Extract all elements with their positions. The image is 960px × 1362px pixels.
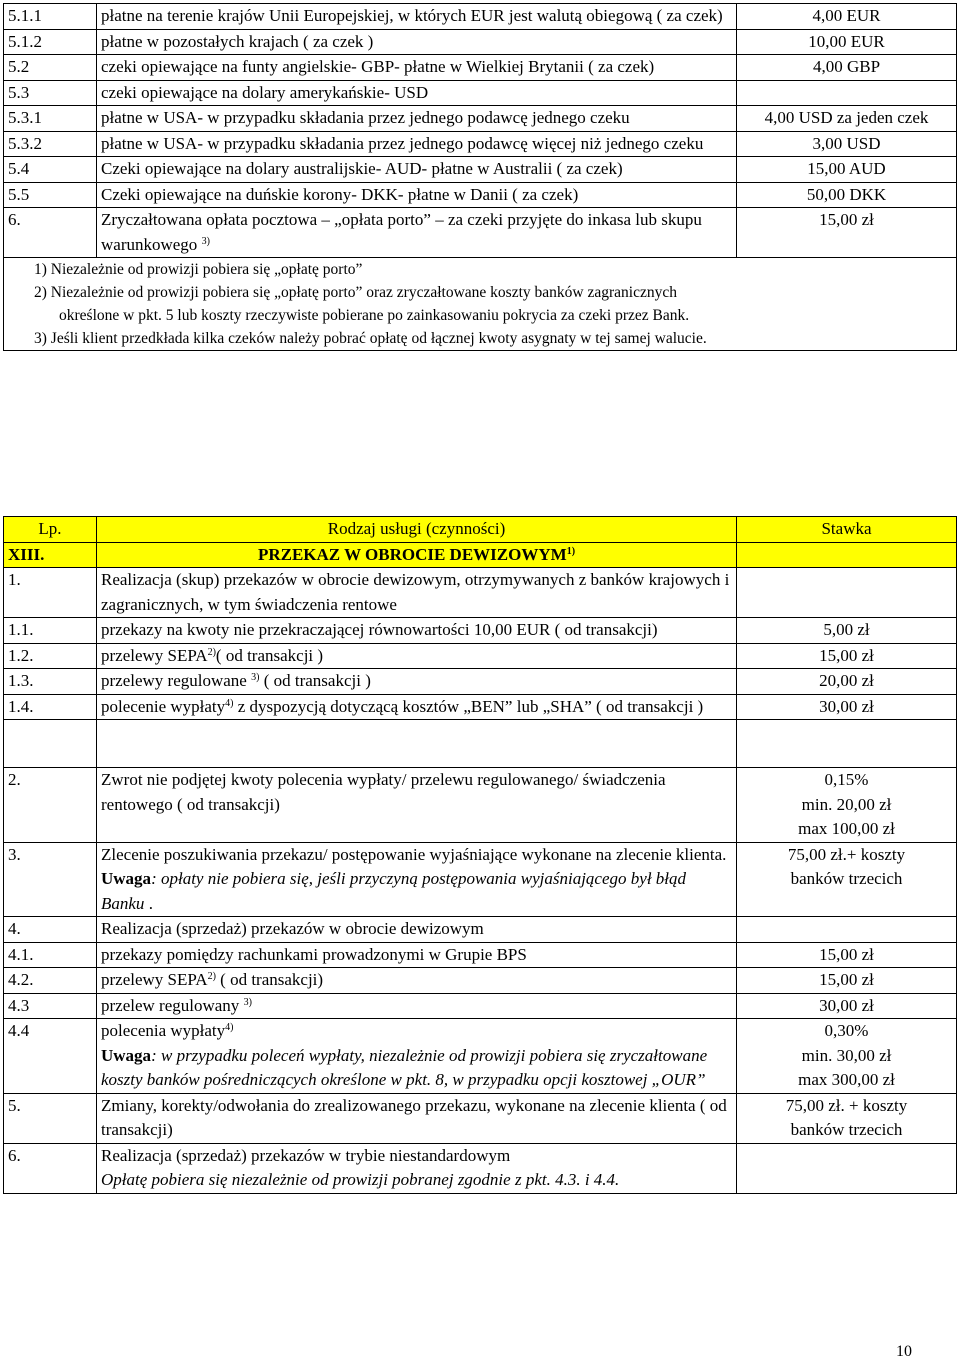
row-rate-empty bbox=[737, 568, 957, 618]
row-lp: 5. bbox=[4, 1093, 97, 1143]
row-rate-empty bbox=[737, 1143, 957, 1193]
row-rate: 4,00 USD za jeden czek bbox=[737, 106, 957, 132]
row-desc bbox=[97, 694, 737, 720]
footnote-2-cont: określone w pkt. 5 lub koszty rzeczywiste pobierane po zainkasowaniu pokrycia za czeki przez Bank. bbox=[59, 307, 690, 324]
uwaga-text: : opłaty nie pobiera się, jeśli przyczyną postępowania wyjaśniającego był błąd Banku bbox=[101, 869, 687, 913]
footnote-1: 1) Niezależnie od prowizji pobiera się „opłatę porto” bbox=[34, 261, 363, 278]
row-desc: czeki opiewające na dolary amerykańskie- USD bbox=[97, 80, 737, 106]
rate-line: 0,15% bbox=[824, 770, 869, 789]
row-rate bbox=[737, 842, 957, 917]
uwaga-text: : w przypadku poleceń wypłaty, niezależnie od prowizji pobiera się zryczałtowane koszty banków pośredniczących określone w pkt. 8, w przypadku opcji kosztowej „OUR” bbox=[101, 1045, 708, 1089]
rate-line: banków trzecich bbox=[790, 869, 903, 888]
rate-line: 75,00 zł. + koszty bbox=[785, 1095, 908, 1115]
footnote-ref: 3) bbox=[201, 235, 210, 247]
row-desc: Czeki opiewające na duńskie korony- DKK- płatne w Danii ( za czek) bbox=[97, 182, 737, 208]
row-rate bbox=[737, 1093, 957, 1143]
row-rate: 15,00 AUD bbox=[737, 157, 957, 183]
row-lp: 1.3. bbox=[4, 669, 97, 695]
row-rate: 15,00 zł bbox=[737, 968, 957, 994]
page-number: 10 bbox=[896, 1343, 912, 1360]
row-desc bbox=[97, 208, 737, 258]
table-row bbox=[4, 131, 957, 157]
table-row bbox=[4, 968, 957, 994]
footnotes-row bbox=[4, 258, 957, 351]
desc-part: ( od transakcji ) bbox=[215, 645, 324, 665]
row-desc bbox=[97, 968, 737, 994]
footnote-ref: 2) bbox=[207, 971, 216, 982]
row-rate: 20,00 zł bbox=[737, 669, 957, 695]
table-row bbox=[4, 618, 957, 644]
row-rate: 30,00 zł bbox=[737, 993, 957, 1019]
top-fee-table bbox=[3, 3, 957, 351]
desc-part: Zryczałtowana opłata pocztowa bbox=[101, 210, 322, 229]
desc-italic: Opłatę pobiera się niezależnie od prowizji pobranej zgodnie z pkt. 4.3. i 4.4. bbox=[101, 1170, 620, 1189]
desc-part: przelewy SEPA bbox=[101, 645, 208, 665]
row-desc: Realizacja (sprzedaż) przekazów w obrocie dewizowym bbox=[97, 917, 737, 943]
row-desc bbox=[97, 993, 737, 1019]
rate-line: min. 30,00 zł bbox=[801, 1045, 892, 1065]
row-lp: 5.1.2 bbox=[4, 29, 97, 55]
row-lp: 1.2. bbox=[4, 643, 97, 669]
row-lp: 2. bbox=[4, 768, 97, 843]
section-header bbox=[4, 542, 957, 568]
row-desc bbox=[97, 1019, 737, 1094]
uwaga-label: Uwaga bbox=[101, 869, 152, 888]
table-row bbox=[4, 4, 957, 30]
row-rate: 3,00 USD bbox=[737, 131, 957, 157]
rate-line: 0,30% bbox=[824, 1021, 869, 1040]
rate-line: max 100,00 zł bbox=[798, 819, 895, 838]
row-lp: 5.5 bbox=[4, 182, 97, 208]
row-desc: przekazy pomiędzy rachunkami prowadzonymi w Grupie BPS bbox=[97, 942, 737, 968]
row-lp: 1.4. bbox=[4, 694, 97, 720]
table-row bbox=[4, 29, 957, 55]
table-row bbox=[4, 1143, 957, 1193]
table-row bbox=[4, 106, 957, 132]
row-lp: 4.2. bbox=[4, 968, 97, 994]
row-rate: 5,00 zł bbox=[737, 618, 957, 644]
desc-part: Realizacja (sprzedaż) przekazów w trybie niestandardowym bbox=[101, 1145, 511, 1165]
row-lp: 5.3.2 bbox=[4, 131, 97, 157]
dash: – bbox=[321, 210, 330, 229]
desc-part: . bbox=[144, 893, 153, 913]
footnote-2: 2) Niezależnie od prowizji pobiera się „opłatę porto” oraz zryczałtowane koszty banków zagranicznych bbox=[34, 284, 677, 301]
desc-part: polecenia wypłaty bbox=[101, 1021, 226, 1040]
row-rate: 15,00 zł bbox=[737, 208, 957, 258]
footnote-ref: 2) bbox=[207, 646, 216, 658]
spacer-cell bbox=[97, 720, 737, 768]
desc-part: ( od transakcji ) bbox=[259, 671, 371, 690]
section-lp: XIII. bbox=[4, 542, 97, 568]
table-header bbox=[4, 517, 957, 543]
row-lp: 4.1. bbox=[4, 942, 97, 968]
row-rate bbox=[737, 768, 957, 843]
rate-line: banków trzecich bbox=[790, 1120, 903, 1139]
table-row bbox=[4, 917, 957, 943]
row-rate: 10,00 EUR bbox=[737, 29, 957, 55]
footnote-ref: 3) bbox=[243, 996, 252, 1008]
desc-part: „opłata porto” bbox=[329, 210, 436, 229]
row-rate: 15,00 zł bbox=[737, 643, 957, 669]
desc-part: za czeki przyjęte do inkasa lub skupu warunkowego bbox=[101, 210, 702, 254]
desc-part: przelew regulowany bbox=[101, 995, 244, 1015]
row-lp: 3. bbox=[4, 842, 97, 917]
row-desc: Zmiany, korekty/odwołania do zrealizowanego przekazu, wykonane na zlecenie klienta ( od transakcji) bbox=[97, 1093, 737, 1143]
row-rate bbox=[737, 1019, 957, 1094]
table-row bbox=[4, 669, 957, 695]
spacer-cell bbox=[4, 720, 97, 768]
row-desc: czeki opiewające na funty angielskie- GBP- płatne w Wielkiej Brytanii ( za czek) bbox=[97, 55, 737, 81]
row-lp: 4. bbox=[4, 917, 97, 943]
row-lp: 5.3.1 bbox=[4, 106, 97, 132]
row-desc: płatne w USA- w przypadku składania przez jednego podawcę więcej niż jednego czeku bbox=[97, 131, 737, 157]
row-desc bbox=[97, 842, 737, 917]
desc-part: Zlecenie poszukiwania przekazu/ postępowanie wyjaśniające wykonane na zlecenie klienta. bbox=[101, 844, 727, 864]
table-row bbox=[4, 80, 957, 106]
header-lp: Lp. bbox=[4, 517, 97, 543]
row-desc: płatne w pozostałych krajach ( za czek ) bbox=[97, 29, 737, 55]
desc-part: przelewy regulowane bbox=[101, 671, 252, 690]
header-desc: Rodzaj usługi (czynności) bbox=[97, 517, 737, 543]
row-rate-empty bbox=[737, 917, 957, 943]
rate-line: min. 20,00 zł bbox=[801, 794, 892, 814]
desc-part: z dyspozycją dotyczącą kosztów „BEN” lub „SHA” ( od transakcji ) bbox=[233, 696, 704, 716]
row-lp: 1.1. bbox=[4, 618, 97, 644]
section-rate-empty bbox=[737, 542, 957, 568]
row-lp: 5.4 bbox=[4, 157, 97, 183]
row-desc: przekazy na kwoty nie przekraczającej równowartości 10,00 EUR ( od transakcji) bbox=[97, 618, 737, 644]
przekaz-fee-table bbox=[3, 516, 957, 1194]
table-row bbox=[4, 1019, 957, 1094]
section-title-text: PRZEKAZ W OBROCIE DEWIZOWYM bbox=[257, 544, 567, 564]
uwaga-label: Uwaga bbox=[101, 1045, 152, 1065]
row-lp: 6. bbox=[4, 1143, 97, 1193]
table-row-postage bbox=[4, 208, 957, 258]
table-row bbox=[4, 643, 957, 669]
section-title bbox=[97, 542, 737, 568]
row-desc: płatne na terenie krajów Unii Europejskiej, w których EUR jest walutą obiegową ( za czek) bbox=[97, 4, 737, 30]
row-lp: 5.1.1 bbox=[4, 4, 97, 30]
row-rate: 30,00 zł bbox=[737, 694, 957, 720]
row-lp: 5.3 bbox=[4, 80, 97, 106]
row-rate: 15,00 zł bbox=[737, 942, 957, 968]
footnote-ref: 4) bbox=[225, 697, 234, 709]
desc-part: ( od transakcji) bbox=[215, 970, 324, 989]
table-row bbox=[4, 568, 957, 618]
row-desc: Realizacja (skup) przekazów w obrocie dewizowym, otrzymywanych z banków krajowych i zagranicznych, w tym świadczenia rentowe bbox=[97, 568, 737, 618]
row-lp: 4.4 bbox=[4, 1019, 97, 1094]
table-row bbox=[4, 694, 957, 720]
dash: – bbox=[435, 210, 444, 229]
table-row bbox=[4, 842, 957, 917]
row-rate: 4,00 EUR bbox=[737, 4, 957, 30]
row-lp: 1. bbox=[4, 568, 97, 618]
footnotes bbox=[4, 258, 957, 351]
row-desc: płatne w USA- w przypadku składania przez jednego podawcę jednego czeku bbox=[97, 106, 737, 132]
table-row bbox=[4, 1093, 957, 1143]
row-desc: Zwrot nie podjętej kwoty polecenia wypłaty/ przelewu regulowanego/ świadczenia rentowego ( od transakcji) bbox=[97, 768, 737, 843]
rate-line: 75,00 zł.+ koszty bbox=[787, 844, 906, 864]
rate-line: max 300,00 zł bbox=[798, 1070, 895, 1089]
table-row bbox=[4, 993, 957, 1019]
row-lp: 5.2 bbox=[4, 55, 97, 81]
row-desc bbox=[97, 643, 737, 669]
header-rate: Stawka bbox=[737, 517, 957, 543]
table-row bbox=[4, 942, 957, 968]
row-desc: Czeki opiewające na dolary australijskie- AUD- płatne w Australii ( za czek) bbox=[97, 157, 737, 183]
footnote-ref: 4) bbox=[225, 1022, 234, 1033]
row-rate: 4,00 GBP bbox=[737, 55, 957, 81]
desc-part: polecenie wypłaty bbox=[101, 696, 226, 716]
row-desc bbox=[97, 669, 737, 695]
spacer-row bbox=[4, 720, 957, 768]
footnote-ref: 3) bbox=[251, 672, 260, 683]
table-row bbox=[4, 157, 957, 183]
table-row bbox=[4, 55, 957, 81]
desc-part: przelewy SEPA bbox=[101, 970, 208, 989]
spacer-cell bbox=[737, 720, 957, 768]
row-lp: 6. bbox=[4, 208, 97, 258]
footnote-3: 3) Jeśli klient przedkłada kilka czeków należy pobrać opłatę od łącznej kwoty asygnaty w tej samej walucie. bbox=[34, 330, 707, 347]
footnote-ref: 1) bbox=[566, 545, 576, 557]
table-row bbox=[4, 768, 957, 843]
row-lp: 4.3 bbox=[4, 993, 97, 1019]
row-desc bbox=[97, 1143, 737, 1193]
row-rate: 50,00 DKK bbox=[737, 182, 957, 208]
row-rate bbox=[737, 80, 957, 106]
table-row bbox=[4, 182, 957, 208]
